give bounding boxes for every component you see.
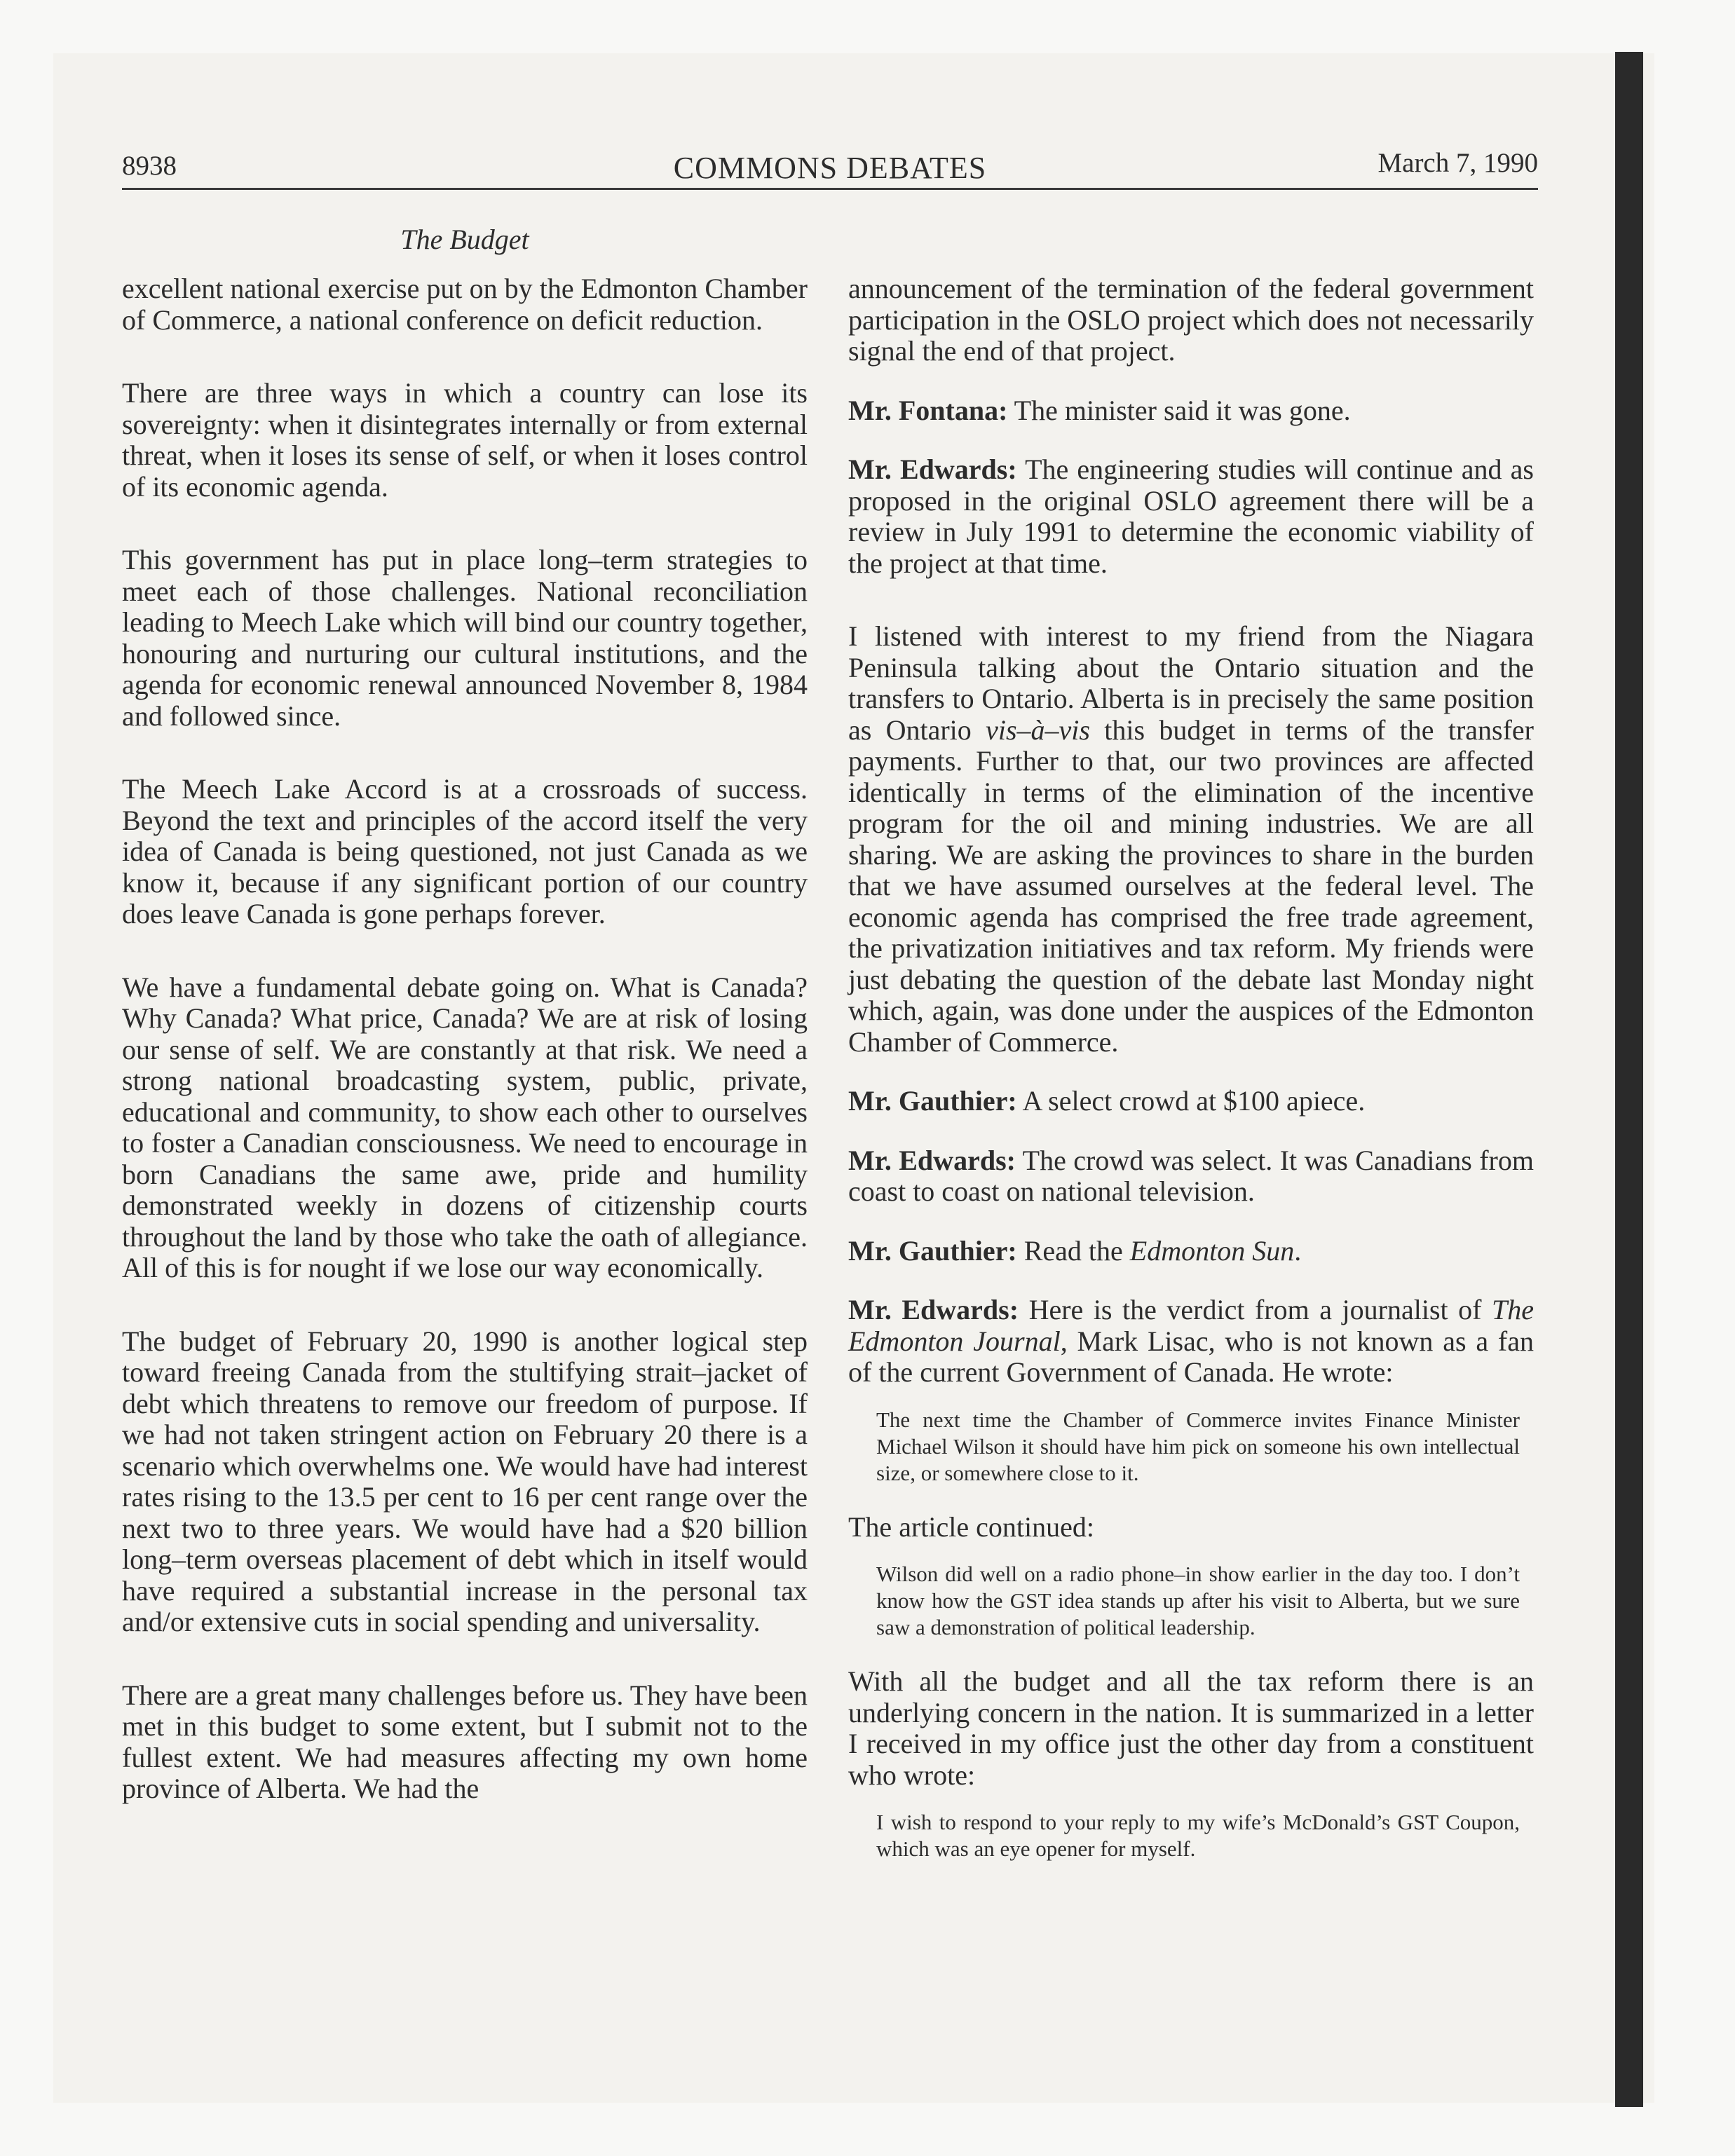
- italic-title: Edmonton Sun: [1129, 1234, 1295, 1267]
- text-run: .: [1294, 1234, 1302, 1267]
- speech-paragraph: [848, 1086, 1534, 1117]
- scan-border-left: [0, 0, 53, 2156]
- speaker-name: Mr. Edwards:: [848, 1144, 1016, 1176]
- speech-text: A select crowd at $100 apiece.: [1016, 1085, 1366, 1117]
- speech-paragraph: [848, 454, 1534, 579]
- paragraph: There are a great many challenges before us. They have been met in this budget to some extent, but I submit not to the fullest extent. We had measures affecting my own home province of Alberta. We had the: [122, 1679, 808, 1804]
- speech-text: Read the: [1016, 1234, 1130, 1267]
- text-run: this budget in terms of the transfer payments. Further to that, our two provinces are affected identically in terms of the elimination of the incentive program for the oil and mining industries. We are all sharing. We are asking the provinces to share in the burden that we have assumed ourselves at the federal level. The economic agenda has comprised the free trade agreement, the privatization initiatives and tax reform. My friends were just debating the question of the debate last Monday night which, again, was done under the auspices of the Edmonton Chamber of Commerce.: [848, 714, 1534, 1058]
- speech-text: The engineering studies will continue and as proposed in the original OSLO agreement there will be a review in July 1991 to determine the economic viability of the project at that time.: [848, 453, 1534, 579]
- paragraph: With all the budget and all the tax reform there is an underlying concern in the nation. It is summarized in a letter I received in my office just the other day from a constituent who wrote:: [848, 1665, 1534, 1791]
- paragraph: There are three ways in which a country can lose its sovereignty: when it disintegrates internally or from external threat, when it loses its sense of self, or when it loses control of its economic agenda.: [122, 377, 808, 503]
- speech-text: Here is the verdict from a journalist of: [1019, 1294, 1492, 1325]
- italic-title: The Edmonton Journal: [848, 1294, 1534, 1357]
- paragraph: This government has put in place long–term strategies to meet each of those challenges. National reconciliation leading to Meech Lake which will bind our country together, honouring and nurturing our cultural institutions, and the agenda for economic renewal announced November 8, 1984 and followed since.: [122, 544, 808, 732]
- scan-border-top: [0, 0, 1735, 53]
- page-date: March 7, 1990: [1377, 148, 1538, 178]
- speech-text: The minister said it was gone.: [1007, 394, 1351, 426]
- left-column: [122, 273, 808, 1805]
- text-run: I listened with interest to my friend from the Niagara Peninsula talking about the Ontario situation and the transfers to Ontario. Alberta is in precisely the same position as Ontario: [848, 620, 1534, 746]
- paragraph: We have a fundamental debate going on. What is Canada? Why Canada? What price, Canada? We are at risk of losing our sense of self. We are constantly at that risk. We need a strong national broadcasting system, public, private, educational and community, to show each other to ourselves to foster a Canadian consciousness. We need to encourage in born Canadians the same awe, pride and humility demonstrated weekly in dozens of citizenship courts throughout the land by those who take the oath of allegiance. All of this is for nought if we lose our way economically.: [122, 971, 808, 1283]
- paragraph: [848, 621, 1534, 1058]
- scan-border-right: [1654, 0, 1735, 2156]
- page-number: 8938: [122, 151, 177, 181]
- text-run: , Mark Lisac, who is not known as a fan of the current Government of Canada. He wrote:: [848, 1325, 1534, 1388]
- paragraph: The budget of February 20, 1990 is another logical step toward freeing Canada from the stultifying strait–jacket of debt which threatens to remove our freedom of purpose. If we had not taken stringent action on February 20 there is a scenario which overwhelms one. We would have had interest rates rising to the 13.5 per cent to 16 per cent range over the next two to three years. We would have had a $20 billion long–term overseas placement of debt which in itself would have required a substantial increase in the personal tax and/or extensive cuts in social spending and universality.: [122, 1325, 808, 1637]
- speaker-name: Mr. Gauthier:: [848, 1085, 1017, 1117]
- right-column: [848, 273, 1534, 1862]
- speech-paragraph: [848, 1145, 1534, 1208]
- scan-border-bottom: [0, 2103, 1735, 2156]
- speaker-name: Mr. Gauthier:: [848, 1234, 1017, 1267]
- speaker-name: Mr. Fontana:: [848, 394, 1008, 426]
- paragraph: announcement of the termination of the federal government participation in the OSLO project which does not necessarily signal the end of that project.: [848, 273, 1534, 367]
- speech-paragraph: [848, 1295, 1534, 1389]
- page-edge-shadow: [1615, 52, 1643, 2107]
- section-heading: The Budget: [400, 224, 529, 255]
- speech-text: The crowd was select. It was Canadians from coast to coast on national television.: [848, 1144, 1534, 1207]
- speaker-name: Mr. Edwards:: [848, 1294, 1019, 1325]
- speech-paragraph: [848, 395, 1534, 427]
- italic-term: vis–à–vis: [986, 714, 1090, 746]
- block-quote: I wish to respond to your reply to my wife’s McDonald’s GST Coupon, which was an eye opener for myself.: [876, 1810, 1520, 1861]
- paragraph: The article continued:: [848, 1510, 1094, 1543]
- speaker-name: Mr. Edwards:: [848, 453, 1017, 485]
- paragraph: The Meech Lake Accord is at a crossroads of success. Beyond the text and principles of the accord itself the very idea of Canada is being questioned, not just Canada as we know it, because if any significant portion of our country does leave Canada is gone perhaps forever.: [122, 773, 808, 929]
- journal-title: COMMONS DEBATES: [673, 151, 987, 185]
- header-rule: [122, 188, 1538, 190]
- block-quote: The next time the Chamber of Commerce invites Finance Minister Michael Wilson it should have him pick on someone his own intellectual size, or somewhere close to it.: [876, 1407, 1520, 1485]
- page-header: [122, 144, 1538, 186]
- block-quote: Wilson did well on a radio phone–in show earlier in the day too. I don’t know how the GST idea stands up after his visit to Alberta, but we sure saw a demonstration of political leadership.: [876, 1562, 1520, 1639]
- paragraph: excellent national exercise put on by the Edmonton Chamber of Commerce, a national conference on deficit reduction.: [122, 273, 808, 336]
- speech-paragraph: [848, 1236, 1534, 1267]
